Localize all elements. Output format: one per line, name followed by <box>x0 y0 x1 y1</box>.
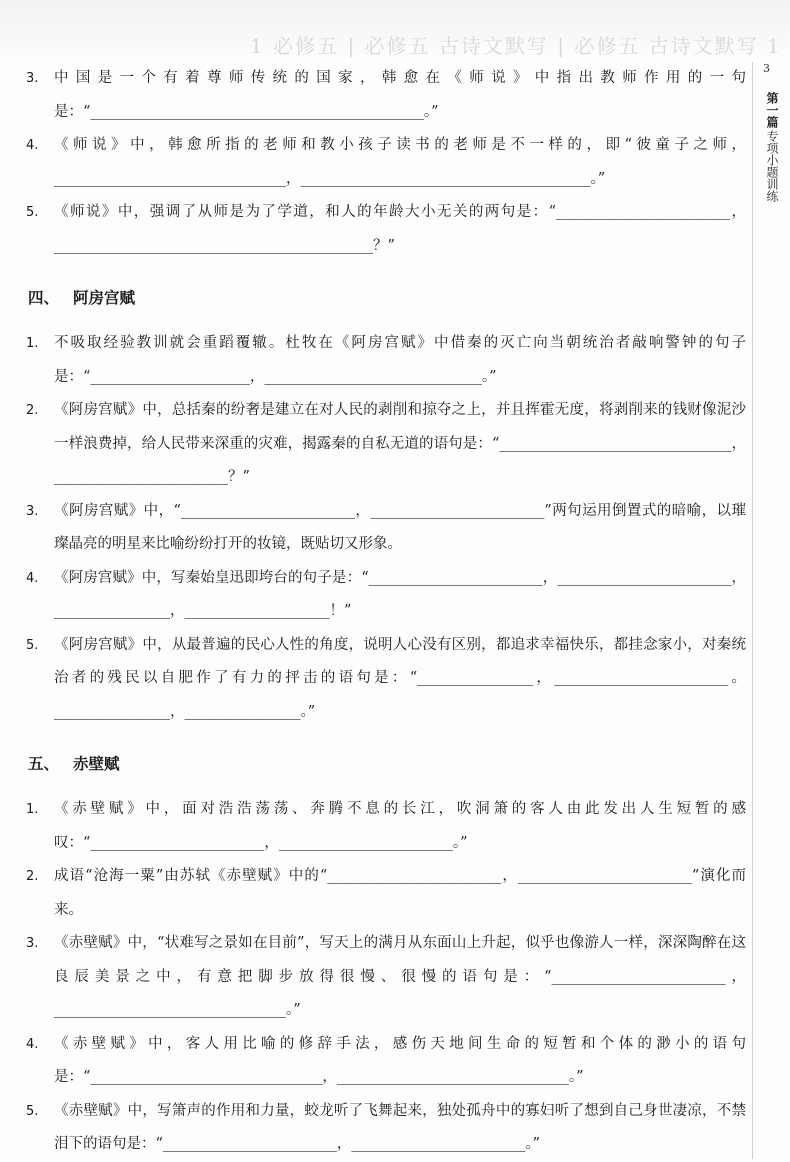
question-text: 《师说》中，韩愈所指的老师和教小孩子读书的老师是不一样的，即“彼童子之师，________________________________，________________________________________。” <box>54 137 746 187</box>
question-item <box>26 629 746 730</box>
questions-content <box>26 62 746 1162</box>
question-text: 《赤壁赋》中，面对浩浩荡荡、奔腾不息的长江，吹洞箫的客人由此发出人生短暂的感叹：“________________________，________________________。” <box>54 801 746 851</box>
question-item <box>26 860 746 927</box>
section-heading-afanggong <box>28 283 746 313</box>
question-number: 1. <box>26 802 39 817</box>
question-number: 5. <box>26 205 39 220</box>
question-text: 《阿房宫赋》中，总括秦的纷奢是建立在对人民的剥削和掠夺之上，并且挥霍无度，将剥削来的钱财像泥沙一样浪费掉，给人民带来深重的灾难，揭露秦的自私无道的语句是：“________________________________，________________________？” <box>54 402 746 485</box>
section-index: 四、 <box>28 289 60 307</box>
question-item <box>26 1028 746 1095</box>
question-text: 成语“沧海一粟”由苏轼《赤壁赋》中的“________________________，________________________”演化而来。 <box>54 868 746 918</box>
question-item <box>26 394 746 495</box>
question-text: 《师说》中，强调了从师是为了学道，和人的年龄大小无关的两句是：“________________________，____________________________________________？” <box>54 204 746 254</box>
section-heading-chibi <box>28 749 746 779</box>
question-item <box>26 793 746 860</box>
page-header-band <box>0 0 790 62</box>
part-label: 第一篇 <box>765 92 779 128</box>
question-number: 4. <box>26 570 39 586</box>
question-number: 5. <box>26 637 39 653</box>
margin-rule <box>752 62 753 1159</box>
page-number: 3 <box>763 62 770 75</box>
question-text: 《赤壁赋》中，“状难写之景如在目前”，写天上的满月从东面山上升起，似乎也像游人一样，深深陶醉在这良辰美景之中，有意把脚步放得很慢、很慢的语句是：“________________________，________________________________。” <box>54 935 746 1018</box>
section-title: 阿房宫赋 <box>73 289 136 307</box>
question-number: 4. <box>26 138 39 153</box>
question-text: 《赤壁赋》中，写箫声的作用和力量，蛟龙听了飞舞起来，独处孤舟中的寡妇听了想到自己身世凄凉，不禁泪下的语句是：“________________________，________________________。” <box>54 1102 746 1152</box>
question-item <box>26 1095 746 1162</box>
question-item <box>26 62 746 129</box>
question-number: 3. <box>26 71 39 86</box>
question-text: 《赤壁赋》中，客人用比喻的修辞手法，感伤天地间生命的短暂和个体的渺小的语句是：“________________________________，________________________________。” <box>54 1035 746 1085</box>
header-ghost-text: 1 必修五 | 必修五 古诗文默写 | 必修五 古诗文默写 1 <box>250 34 782 58</box>
question-number: 3. <box>26 936 39 951</box>
question-item <box>26 495 746 562</box>
question-text: 《阿房宫赋》中，“________________________，________________________”两句运用倒置式的暗喻，以璀璨晶亮的明星来比喻纷纷打开的妆镜，既贴切又形象。 <box>54 502 746 552</box>
question-text: 《阿房宫赋》中，从最普遍的民心人性的角度，说明人心没有区别，都追求幸福快乐，都挂念家小，对秦统治者的残民以自肥作了有力的抨击的语句是：“________________，________________________。________________，________________。” <box>54 636 746 720</box>
section-title: 赤壁赋 <box>73 755 120 773</box>
question-number: 2. <box>26 869 39 884</box>
question-item <box>26 562 746 629</box>
question-number: 1. <box>26 336 39 351</box>
question-item <box>26 196 746 263</box>
section-index: 五、 <box>28 755 60 773</box>
part-title: 专项小题训练 <box>765 130 779 202</box>
question-item <box>26 327 746 394</box>
question-text: 中国是一个有着尊师传统的国家，韩愈在《师说》中指出教师作用的一句是：“______________________________________________。” <box>54 70 746 120</box>
question-number: 2. <box>26 403 39 418</box>
question-item <box>26 927 746 1028</box>
question-item <box>26 129 746 196</box>
question-text: 《阿房宫赋》中，写秦始皇迅即垮台的句子是：“________________________，________________________，________________，____________________！” <box>54 569 746 619</box>
question-number: 4. <box>26 1036 39 1052</box>
question-number: 3. <box>26 503 39 519</box>
question-number: 5. <box>26 1103 39 1119</box>
question-text: 不吸取经验教训就会重蹈覆辙。杜牧在《阿房宫赋》中借秦的灭亡向当朝统治者敲响警钟的句子是：“______________________，______________________________。” <box>54 335 746 385</box>
